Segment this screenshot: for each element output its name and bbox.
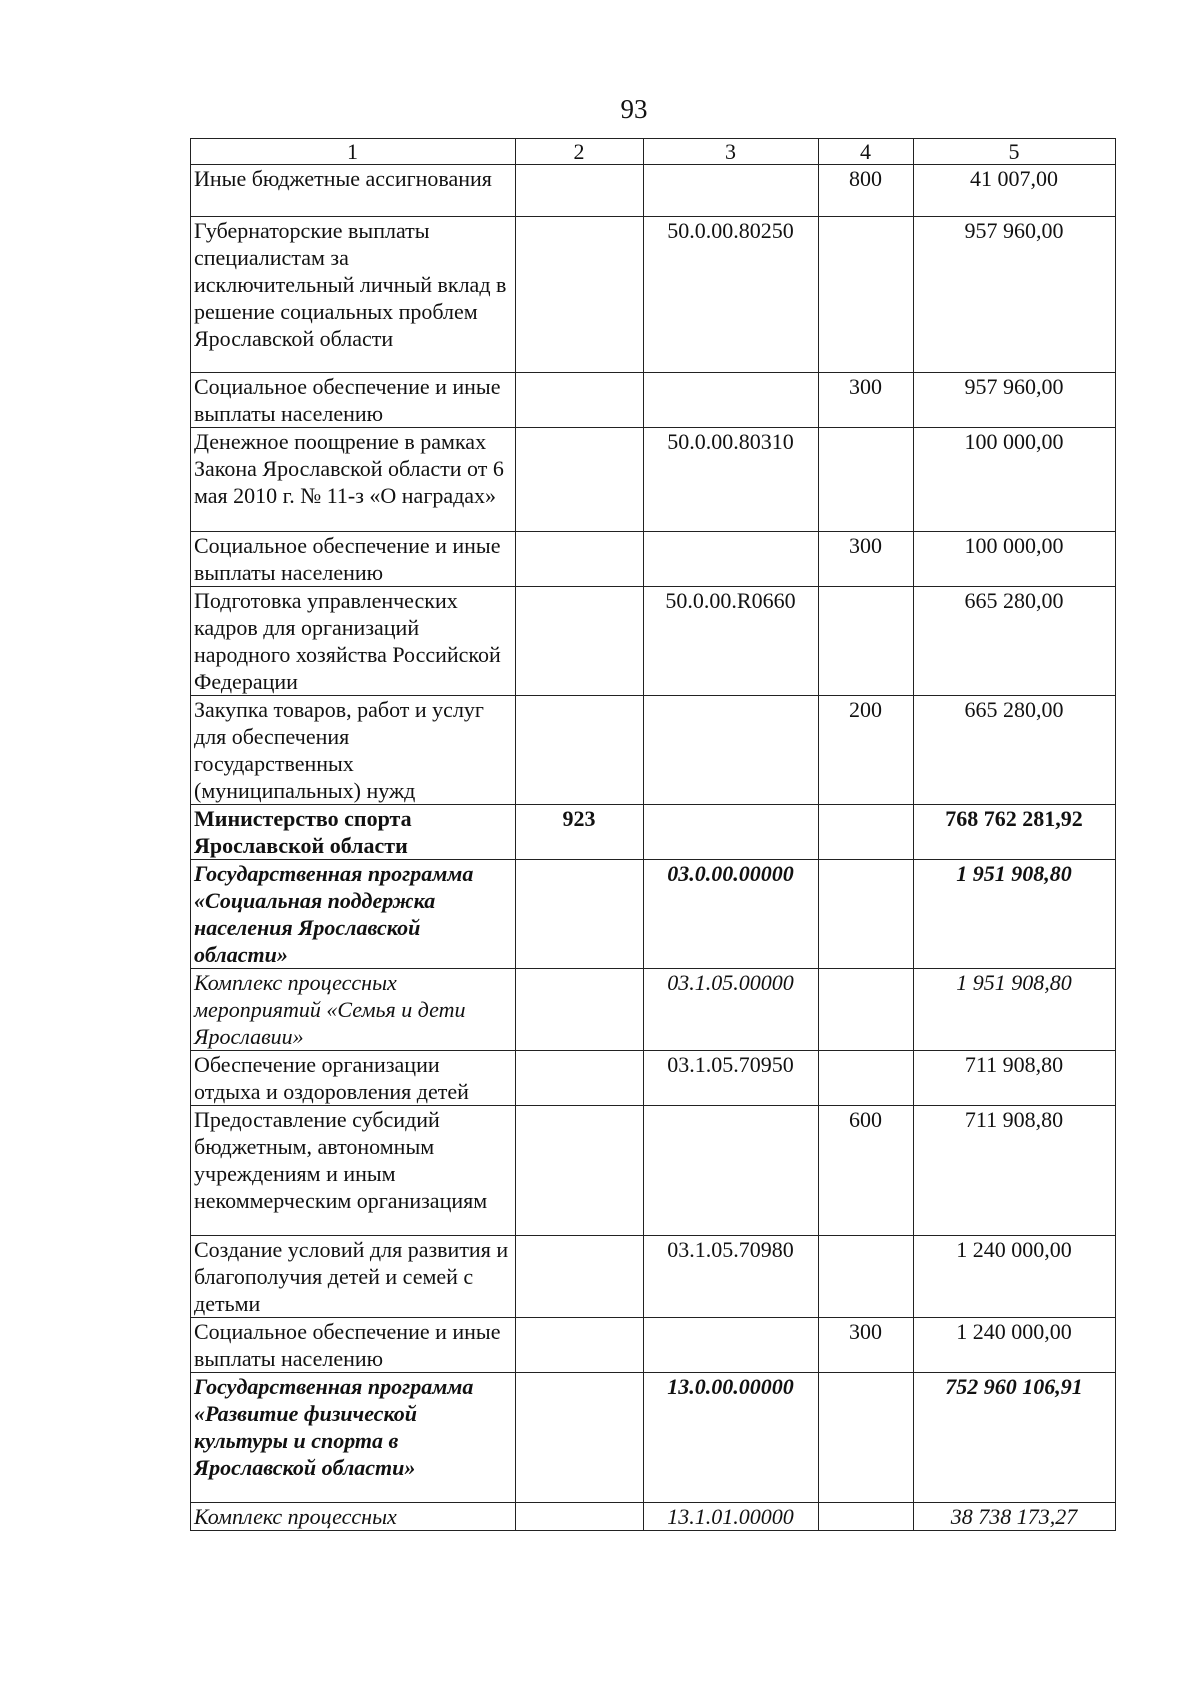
row-amount-cell: 38 738 173,27 [914, 1503, 1116, 1531]
row-code-cell [516, 1373, 644, 1503]
row-code-cell [516, 1106, 644, 1236]
page-number: 93 [620, 94, 648, 124]
row-name-cell: Подготовка управленческих кадров для организаций народного хозяйства Российской Федерации [191, 587, 516, 696]
row-amount-cell: 711 908,80 [914, 1051, 1116, 1106]
row-target-cell [644, 532, 819, 587]
header-cell-2: 2 [516, 139, 644, 165]
table-header-row [191, 139, 1116, 165]
row-name-cell: Социальное обеспечение и иные выплаты населению [191, 1318, 516, 1373]
row-name-cell: Губернаторские выплаты специалистам за исключительный личный вклад в решение социальных проблем Ярославской области [191, 217, 516, 373]
row-type-cell: 300 [819, 373, 914, 428]
row-name-cell: Министерство спорта Ярославской области [191, 805, 516, 860]
row-type-cell [819, 805, 914, 860]
row-target-cell [644, 696, 819, 805]
table-row [191, 373, 1116, 428]
row-target-cell: 03.1.05.70950 [644, 1051, 819, 1106]
row-target-cell [644, 805, 819, 860]
row-name-cell: Закупка товаров, работ и услуг для обеспечения государственных (муниципальных) нужд [191, 696, 516, 805]
table-row [191, 805, 1116, 860]
row-target-cell [644, 1318, 819, 1373]
row-name-cell: Социальное обеспечение и иные выплаты населению [191, 532, 516, 587]
row-name-cell: Предоставление субсидий бюджетным, автономным учреждениям и иным некоммерческим организациям [191, 1106, 516, 1236]
row-target-cell [644, 373, 819, 428]
table-row [191, 696, 1116, 805]
header-cell-4: 4 [819, 139, 914, 165]
row-type-cell [819, 1503, 914, 1531]
row-type-cell [819, 428, 914, 532]
row-target-cell: 13.1.01.00000 [644, 1503, 819, 1531]
row-code-cell [516, 373, 644, 428]
table-row [191, 532, 1116, 587]
table-row [191, 1236, 1116, 1318]
row-target-cell: 13.0.00.00000 [644, 1373, 819, 1503]
row-amount-cell: 711 908,80 [914, 1106, 1116, 1236]
row-code-cell [516, 1503, 644, 1531]
row-type-cell: 300 [819, 532, 914, 587]
row-name-cell: Государственная программа «Социальная поддержка населения Ярославской области» [191, 860, 516, 969]
row-target-cell: 03.1.05.00000 [644, 969, 819, 1051]
row-type-cell [819, 1236, 914, 1318]
header-cell-1: 1 [191, 139, 516, 165]
row-code-cell [516, 165, 644, 217]
row-code-cell [516, 217, 644, 373]
row-amount-cell: 1 951 908,80 [914, 860, 1116, 969]
row-name-cell: Создание условий для развития и благополучия детей и семей с детьми [191, 1236, 516, 1318]
row-name-cell: Комплекс процессных мероприятий «Семья и дети Ярославии» [191, 969, 516, 1051]
table-row [191, 1106, 1116, 1236]
header-cell-3: 3 [644, 139, 819, 165]
row-target-cell: 50.0.00.80250 [644, 217, 819, 373]
row-amount-cell: 957 960,00 [914, 373, 1116, 428]
row-name-cell: Иные бюджетные ассигнования [191, 165, 516, 217]
table-row [191, 969, 1116, 1051]
table-row [191, 587, 1116, 696]
budget-table [190, 138, 1116, 1531]
row-code-cell [516, 1318, 644, 1373]
row-code-cell [516, 1236, 644, 1318]
row-target-cell [644, 165, 819, 217]
table-row [191, 1503, 1116, 1531]
row-type-cell: 300 [819, 1318, 914, 1373]
row-amount-cell: 1 240 000,00 [914, 1318, 1116, 1373]
row-amount-cell: 768 762 281,92 [914, 805, 1116, 860]
row-amount-cell: 665 280,00 [914, 587, 1116, 696]
row-code-cell [516, 532, 644, 587]
row-amount-cell: 1 951 908,80 [914, 969, 1116, 1051]
table-row [191, 217, 1116, 373]
row-name-cell: Государственная программа «Развитие физической культуры и спорта в Ярославской области» [191, 1373, 516, 1503]
row-target-cell: 03.1.05.70980 [644, 1236, 819, 1318]
row-target-cell: 50.0.00.R0660 [644, 587, 819, 696]
row-amount-cell: 665 280,00 [914, 696, 1116, 805]
row-type-cell: 200 [819, 696, 914, 805]
row-amount-cell: 41 007,00 [914, 165, 1116, 217]
table-row [191, 428, 1116, 532]
table-row [191, 1318, 1116, 1373]
row-type-cell [819, 969, 914, 1051]
row-type-cell [819, 1373, 914, 1503]
row-amount-cell: 100 000,00 [914, 532, 1116, 587]
row-code-cell [516, 587, 644, 696]
row-target-cell: 50.0.00.80310 [644, 428, 819, 532]
table-row [191, 860, 1116, 969]
row-name-cell: Комплекс процессных [191, 1503, 516, 1531]
row-code-cell: 923 [516, 805, 644, 860]
table-row [191, 165, 1116, 217]
row-code-cell [516, 860, 644, 969]
row-name-cell: Социальное обеспечение и иные выплаты населению [191, 373, 516, 428]
row-type-cell [819, 1051, 914, 1106]
row-name-cell: Денежное поощрение в рамках Закона Ярославской области от 6 мая 2010 г. № 11-з «О наградах» [191, 428, 516, 532]
row-amount-cell: 1 240 000,00 [914, 1236, 1116, 1318]
row-name-cell: Обеспечение организации отдыха и оздоровления детей [191, 1051, 516, 1106]
row-type-cell [819, 217, 914, 373]
row-amount-cell: 752 960 106,91 [914, 1373, 1116, 1503]
row-code-cell [516, 969, 644, 1051]
row-amount-cell: 100 000,00 [914, 428, 1116, 532]
row-type-cell [819, 860, 914, 969]
row-target-cell [644, 1106, 819, 1236]
row-type-cell: 600 [819, 1106, 914, 1236]
row-type-cell: 800 [819, 165, 914, 217]
row-code-cell [516, 428, 644, 532]
table-row [191, 1373, 1116, 1503]
table-row [191, 1051, 1116, 1106]
row-code-cell [516, 696, 644, 805]
row-type-cell [819, 587, 914, 696]
row-amount-cell: 957 960,00 [914, 217, 1116, 373]
header-cell-5: 5 [914, 139, 1116, 165]
row-target-cell: 03.0.00.00000 [644, 860, 819, 969]
row-code-cell [516, 1051, 644, 1106]
